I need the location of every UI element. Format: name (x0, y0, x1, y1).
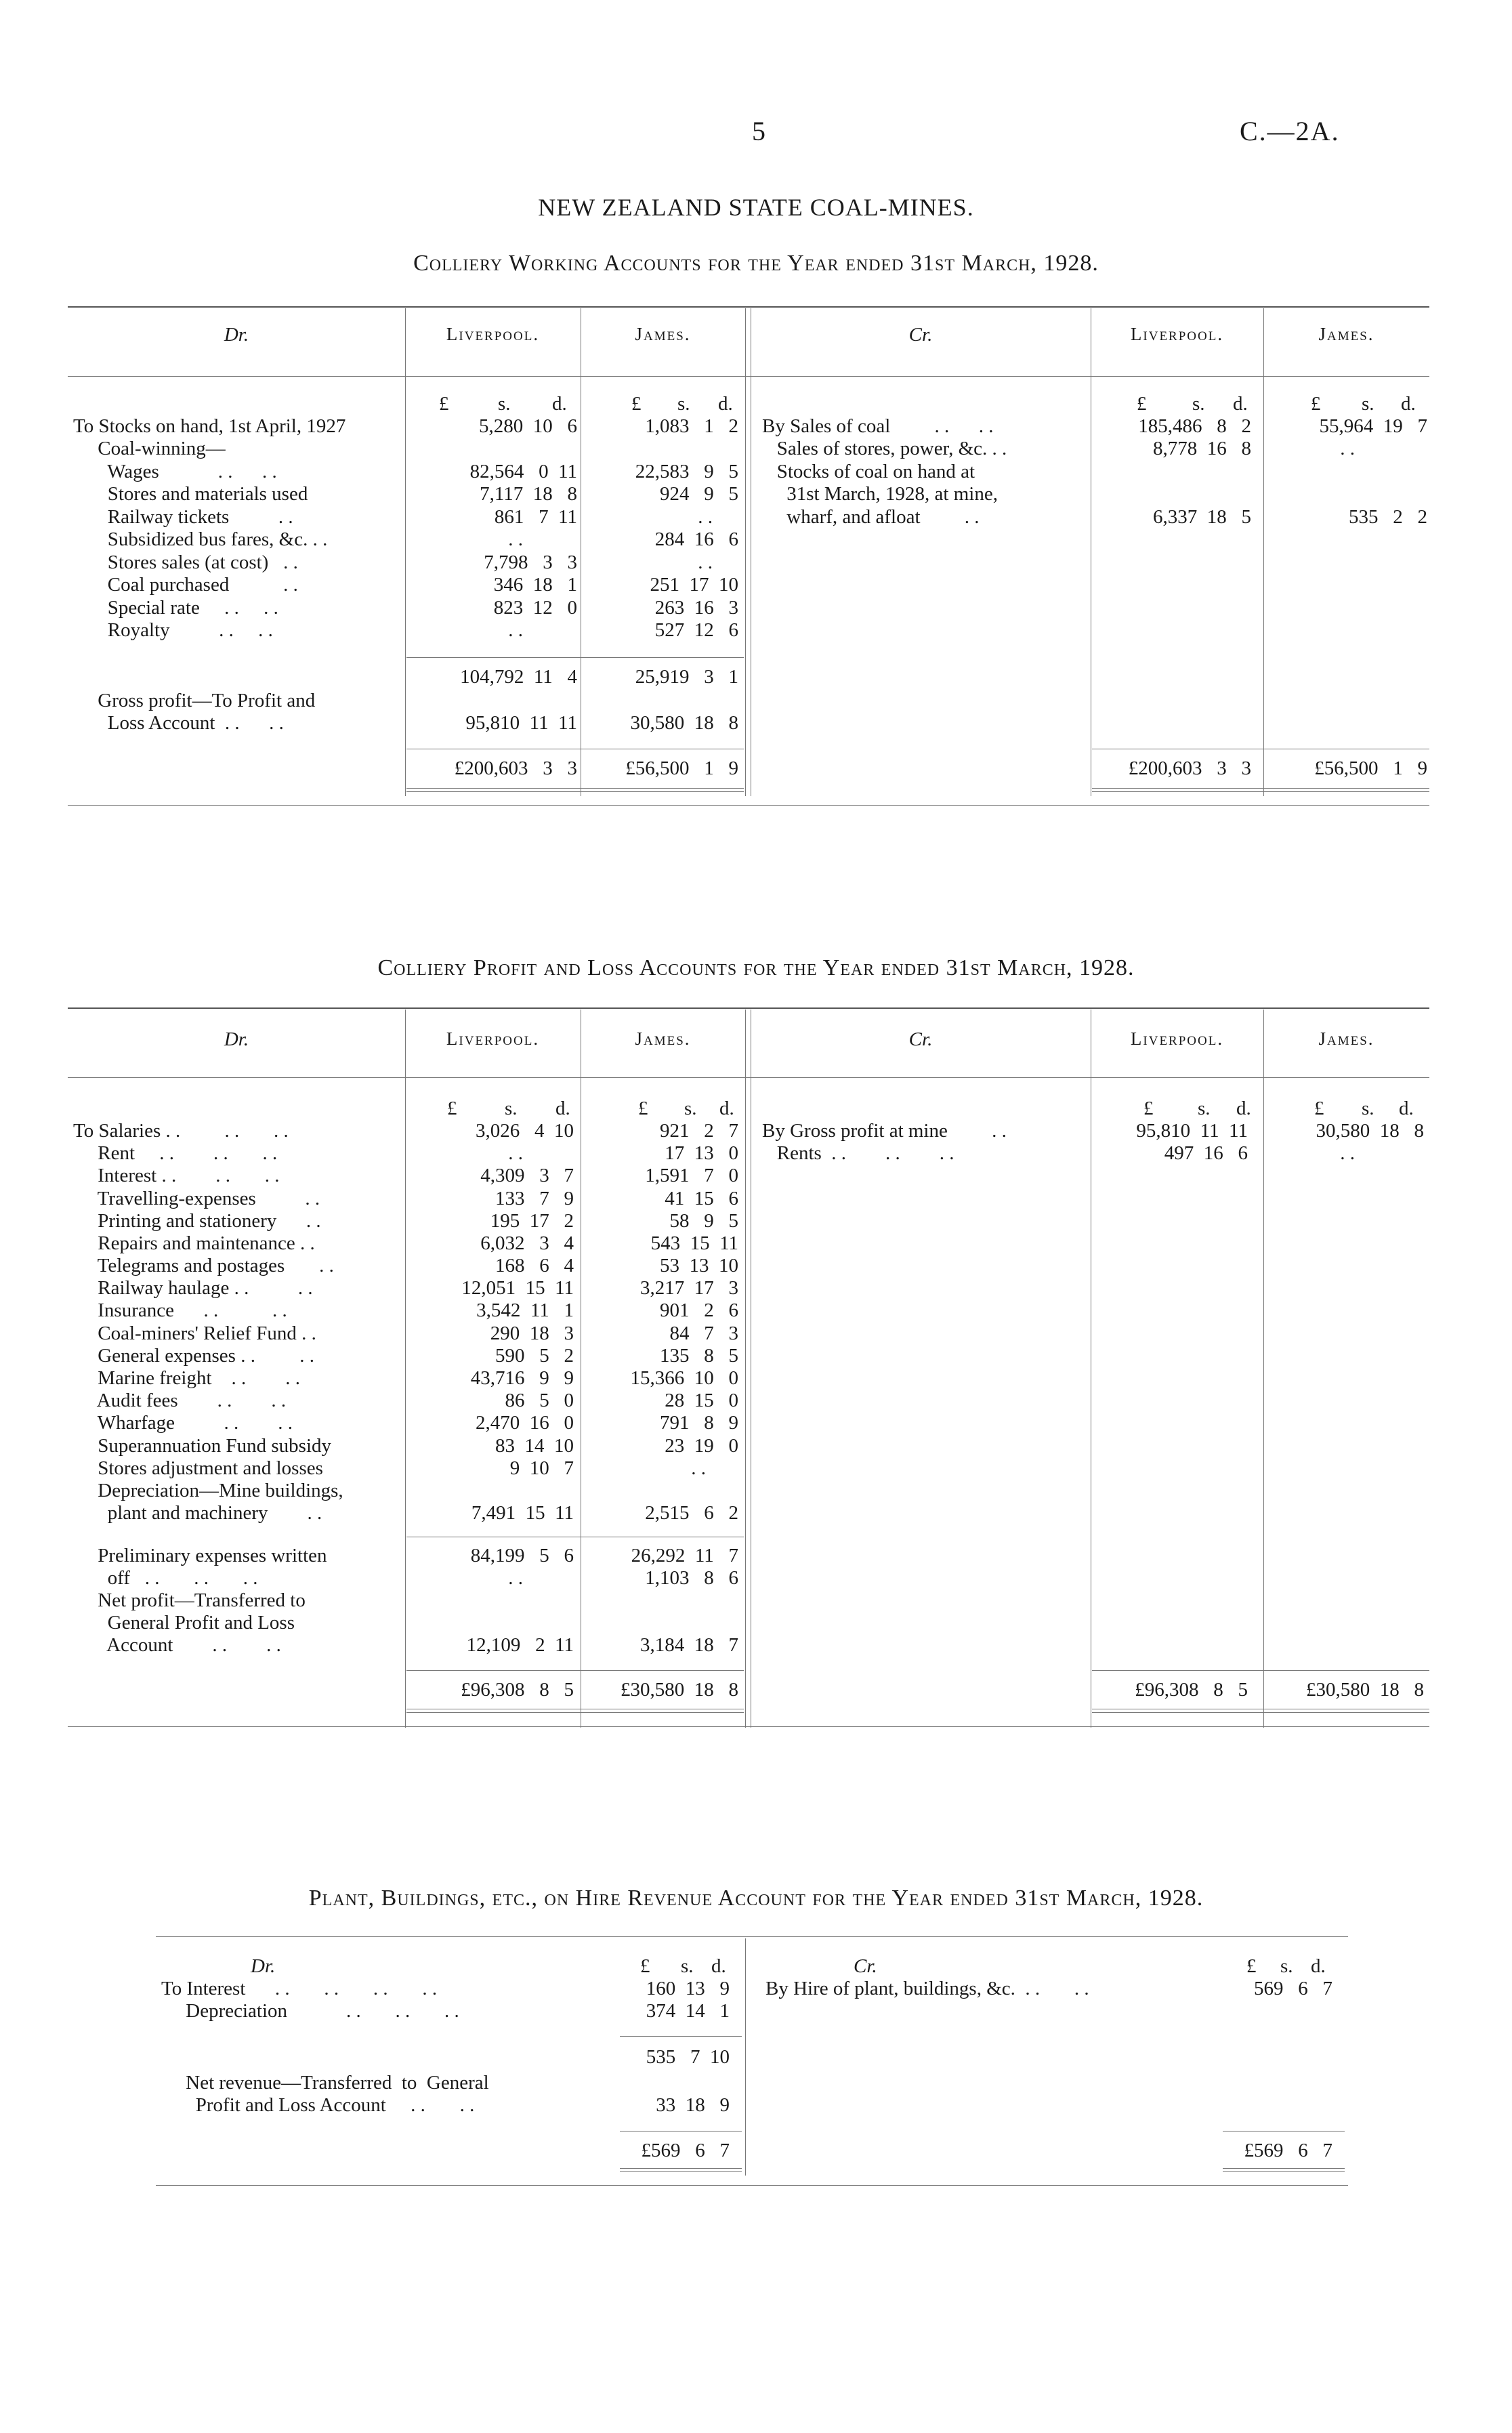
amount-liverpool: 86 5 0 (505, 1390, 574, 1411)
gross-profit-liverpool: 95,810 11 11 (465, 712, 577, 734)
working-cr-james-header: James. (1318, 324, 1374, 344)
amount-james: 921 2 7 (660, 1120, 738, 1142)
pl-james-header: James. (635, 1028, 691, 1049)
amount-liverpool: 4,309 3 7 (480, 1165, 574, 1186)
unit-pence: d. (555, 1098, 570, 1119)
list-item: To Interest . . . . . . . . (161, 1978, 438, 1999)
total-liverpool: £96,308 8 5 (461, 1679, 574, 1701)
profit-loss-caption: Colliery Profit and Loss Accounts for the Year ended 31st March, 1928. (377, 955, 1135, 980)
unit-pence: d. (1233, 393, 1248, 415)
page-title: NEW ZEALAND STATE COAL-MINES. (538, 194, 974, 221)
list-item: To Stocks on hand, 1st April, 1927 (73, 415, 346, 437)
unit-pound: £ (1246, 1955, 1257, 1977)
amount-james: . . (691, 1457, 706, 1479)
unit-shilling: s. (681, 1955, 694, 1977)
list-item: Marine freight . . . . (73, 1367, 301, 1389)
amount-james: 543 15 11 (650, 1232, 738, 1254)
amount-james: 15,366 10 0 (630, 1367, 738, 1389)
amount-james: 28 15 0 (665, 1390, 738, 1411)
amount-james: 2,515 6 2 (645, 1502, 738, 1524)
net-profit-label: General Profit and Loss (73, 1612, 295, 1634)
list-item: Railway tickets . . (73, 506, 293, 528)
list-item: General expenses . . . . (73, 1345, 314, 1367)
amount-liverpool: 195 17 2 (490, 1210, 574, 1232)
unit-pound: £ (1311, 393, 1321, 415)
list-item: Wharfage . . . . (73, 1412, 293, 1434)
amount: 569 6 7 (1254, 1978, 1332, 1999)
unit-shilling: s. (498, 393, 511, 415)
plant-dr-total: £569 6 7 (641, 2140, 730, 2161)
list-item: Insurance . . . . (73, 1299, 287, 1321)
unit-pence: d. (1311, 1955, 1326, 1977)
amount-liverpool: 861 7 11 (494, 506, 577, 528)
unit-pence: d. (1401, 393, 1416, 415)
list-item: Printing and stationery . . (73, 1210, 321, 1232)
amount-james: . . (1340, 1142, 1355, 1164)
amount-james: . . (1340, 438, 1355, 459)
list-item: Telegrams and postages . . (73, 1255, 334, 1276)
amount-liverpool: 7,491 15 11 (471, 1502, 574, 1524)
amount-james: 23 19 0 (665, 1435, 738, 1457)
unit-shilling: s. (1192, 393, 1205, 415)
pl-cr-heading: Cr. (908, 1028, 933, 1050)
unit-pound: £ (640, 1955, 650, 1977)
list-item: Coal-winning— (73, 438, 226, 459)
unit-pound: £ (439, 393, 449, 415)
plant-cr-total: £569 6 7 (1244, 2140, 1332, 2161)
amount-liverpool: 5,280 10 6 (479, 415, 577, 437)
unit-pence: d. (1236, 1098, 1251, 1119)
amount-james: 84 7 3 (669, 1323, 738, 1344)
gross-profit-label: Loss Account . . . . (73, 712, 284, 734)
working-liverpool-header: Liverpool. (446, 324, 540, 344)
working-james-header: James. (635, 324, 691, 344)
amount-james: 924 9 5 (660, 483, 738, 505)
amount-james: 1,083 1 2 (645, 415, 738, 437)
list-item: Sales of stores, power, &c. . . (762, 438, 1007, 459)
amount-liverpool: 3,542 11 1 (476, 1299, 574, 1321)
amount: 160 13 9 (646, 1978, 730, 1999)
unit-pence: d. (719, 1098, 734, 1119)
list-item: Stores adjustment and losses (73, 1457, 323, 1479)
amount-liverpool: 346 18 1 (493, 574, 577, 596)
gross-profit-james: 30,580 18 8 (630, 712, 738, 734)
prelim-label: Preliminary expenses written (73, 1545, 327, 1566)
amount-liverpool: 2,470 16 0 (476, 1412, 574, 1434)
amount-liverpool: 590 5 2 (495, 1345, 574, 1367)
amount-liverpool: 168 6 4 (495, 1255, 574, 1276)
prelim-liverpool: . . (508, 1567, 523, 1589)
total-liverpool: £200,603 3 3 (454, 757, 577, 779)
list-item: Rents . . . . . . (762, 1142, 954, 1164)
amount-liverpool: 9 10 7 (509, 1457, 574, 1479)
amount-james: 135 8 5 (660, 1345, 738, 1367)
list-item: Repairs and maintenance . . (73, 1232, 315, 1254)
amount-james: 251 17 10 (650, 574, 738, 596)
list-item: plant and machinery . . (73, 1502, 322, 1524)
amount-liverpool: . . (508, 528, 523, 550)
amount-james: . . (698, 506, 713, 528)
list-item: Railway haulage . . . . (73, 1277, 313, 1299)
list-item: Travelling-expenses . . (73, 1188, 320, 1209)
amount-james: 53 13 10 (660, 1255, 738, 1276)
list-item: Subsidized bus fares, &c. . . (73, 528, 328, 550)
working-caption: Colliery Working Accounts for the Year ended 31st March, 1928. (413, 251, 1099, 276)
cr-total-james: £56,500 1 9 (1314, 757, 1427, 779)
subtotal-liverpool: 104,792 11 4 (460, 666, 577, 688)
cr-total-liverpool: £200,603 3 3 (1128, 757, 1251, 779)
amount-liverpool: 6,032 3 4 (480, 1232, 574, 1254)
list-item: Special rate . . . . (73, 597, 278, 619)
list-item: Depreciation—Mine buildings, (73, 1480, 343, 1501)
amount-liverpool: 82,564 0 11 (469, 461, 577, 482)
plant-cr-heading: Cr. (854, 1955, 877, 1977)
working-dr-heading: Dr. (224, 324, 249, 346)
list-item: Audit fees . . . . (73, 1390, 287, 1411)
unit-pound: £ (1314, 1098, 1324, 1119)
unit-pound: £ (447, 1098, 457, 1119)
unit-pound: £ (1143, 1098, 1154, 1119)
amount-liverpool: 8,778 16 8 (1153, 438, 1251, 459)
total-james: £30,580 18 8 (621, 1679, 738, 1701)
unit-pound: £ (631, 393, 642, 415)
subtotal-james: 25,919 3 1 (635, 666, 738, 688)
list-item: Royalty . . . . (73, 619, 273, 641)
cr-total-james: £30,580 18 8 (1306, 1679, 1424, 1701)
list-item: Interest . . . . . . (73, 1165, 280, 1186)
list-item: By Gross profit at mine . . (762, 1120, 1007, 1142)
amount-liverpool: 290 18 3 (490, 1323, 574, 1344)
list-item: To Salaries . . . . . . (73, 1120, 289, 1142)
unit-shilling: s. (1280, 1955, 1293, 1977)
pl-liverpool-header: Liverpool. (446, 1028, 540, 1049)
list-item: Coal-miners' Relief Fund . . (73, 1323, 316, 1344)
amount-liverpool: . . (508, 619, 523, 641)
amount-liverpool: 83 14 10 (495, 1435, 574, 1457)
net-profit-james: 3,184 18 7 (640, 1634, 738, 1656)
list-item: Stores sales (at cost) . . (73, 552, 298, 573)
amount-james: 263 16 3 (654, 597, 738, 619)
amount-james: 901 2 6 (660, 1299, 738, 1321)
amount-james: 17 13 0 (665, 1142, 738, 1164)
amount-liverpool: 823 12 0 (493, 597, 577, 619)
unit-pence: d. (552, 393, 567, 415)
amount-liverpool: 95,810 11 11 (1136, 1120, 1248, 1142)
amount-liverpool: 43,716 9 9 (470, 1367, 574, 1389)
amount-james: 58 9 5 (669, 1210, 738, 1232)
plant-caption: Plant, Buildings, etc., on Hire Revenue Account for the Year ended 31st March, 1928. (308, 1886, 1204, 1911)
unit-pence: d. (711, 1955, 726, 1977)
working-cr-heading: Cr. (908, 324, 933, 346)
amount-james: 1,591 7 0 (645, 1165, 738, 1186)
list-item: wharf, and afloat . . (762, 506, 980, 528)
amount-james: 3,217 17 3 (640, 1277, 738, 1299)
list-item: Rent . . . . . . (73, 1142, 278, 1164)
unit-pence: d. (718, 393, 733, 415)
list-item: Depreciation . . . . . . (161, 2000, 459, 2022)
pl-dr-heading: Dr. (224, 1028, 249, 1050)
net-revenue-amount: 33 18 9 (656, 2094, 730, 2116)
gross-profit-label: Gross profit—To Profit and (73, 690, 316, 711)
amount-james: 284 16 6 (654, 528, 738, 550)
net-revenue-label: Net revenue—Transferred to General (161, 2072, 489, 2094)
list-item: Wages . . . . (73, 461, 277, 482)
amount-liverpool: 6,337 18 5 (1153, 506, 1251, 528)
amount-liverpool: . . (508, 1142, 523, 1164)
unit-pound: £ (638, 1098, 648, 1119)
prelim-label: off . . . . . . (73, 1567, 258, 1589)
amount: 374 14 1 (646, 2000, 730, 2022)
list-item: By Sales of coal . . . . (762, 415, 994, 437)
list-item: By Hire of plant, buildings, &c. . . . . (765, 1978, 1089, 1999)
list-item: Coal purchased . . (73, 574, 298, 596)
net-profit-liverpool: 12,109 2 11 (466, 1634, 574, 1656)
unit-shilling: s. (684, 1098, 697, 1119)
unit-shilling: s. (677, 393, 690, 415)
pl-cr-james-header: James. (1318, 1028, 1374, 1049)
list-item: Stores and materials used (73, 483, 308, 505)
amount-liverpool: 3,026 4 10 (476, 1120, 574, 1142)
pl-cr-liverpool-header: Liverpool. (1130, 1028, 1224, 1049)
unit-shilling: s. (1362, 1098, 1374, 1119)
plant-subtotal: 535 7 10 (646, 2046, 730, 2068)
total-james: £56,500 1 9 (625, 757, 738, 779)
unit-shilling: s. (1362, 393, 1374, 415)
amount-james: 535 2 2 (1349, 506, 1427, 528)
page-number: 5 (752, 116, 765, 146)
amount-liverpool: 12,051 15 11 (461, 1277, 574, 1299)
amount-james: 41 15 6 (665, 1188, 738, 1209)
amount-james: 527 12 6 (654, 619, 738, 641)
subtotal-james: 26,292 11 7 (631, 1545, 738, 1566)
amount-liverpool: 133 7 9 (495, 1188, 574, 1209)
list-item: Stocks of coal on hand at (762, 461, 975, 482)
list-item: Superannuation Fund subsidy (73, 1435, 332, 1457)
plant-dr-heading: Dr. (251, 1955, 276, 1977)
paper-code: C.—2A. (1240, 116, 1340, 146)
unit-shilling: s. (1198, 1098, 1211, 1119)
amount-liverpool: 7,117 18 8 (480, 483, 577, 505)
net-profit-label: Net profit—Transferred to (73, 1589, 306, 1611)
working-cr-liverpool-header: Liverpool. (1130, 324, 1224, 344)
net-profit-label: Account . . . . (73, 1634, 281, 1656)
amount-james: 22,583 9 5 (635, 461, 738, 482)
amount-liverpool: 497 16 6 (1164, 1142, 1248, 1164)
amount-liverpool: 7,798 3 3 (484, 552, 577, 573)
amount-james: 791 8 9 (660, 1412, 738, 1434)
list-item: 31st March, 1928, at mine, (762, 483, 998, 505)
unit-shilling: s. (505, 1098, 518, 1119)
prelim-james: 1,103 8 6 (645, 1567, 738, 1589)
amount-james: 55,964 19 7 (1319, 415, 1427, 437)
amount-james: 30,580 18 8 (1316, 1120, 1424, 1142)
subtotal-liverpool: 84,199 5 6 (470, 1545, 574, 1566)
unit-pound: £ (1137, 393, 1147, 415)
net-revenue-label: Profit and Loss Account . . . . (161, 2094, 475, 2116)
cr-total-liverpool: £96,308 8 5 (1135, 1679, 1248, 1701)
amount-liverpool: 185,486 8 2 (1138, 415, 1251, 437)
amount-james: . . (698, 552, 713, 573)
unit-pence: d. (1399, 1098, 1414, 1119)
